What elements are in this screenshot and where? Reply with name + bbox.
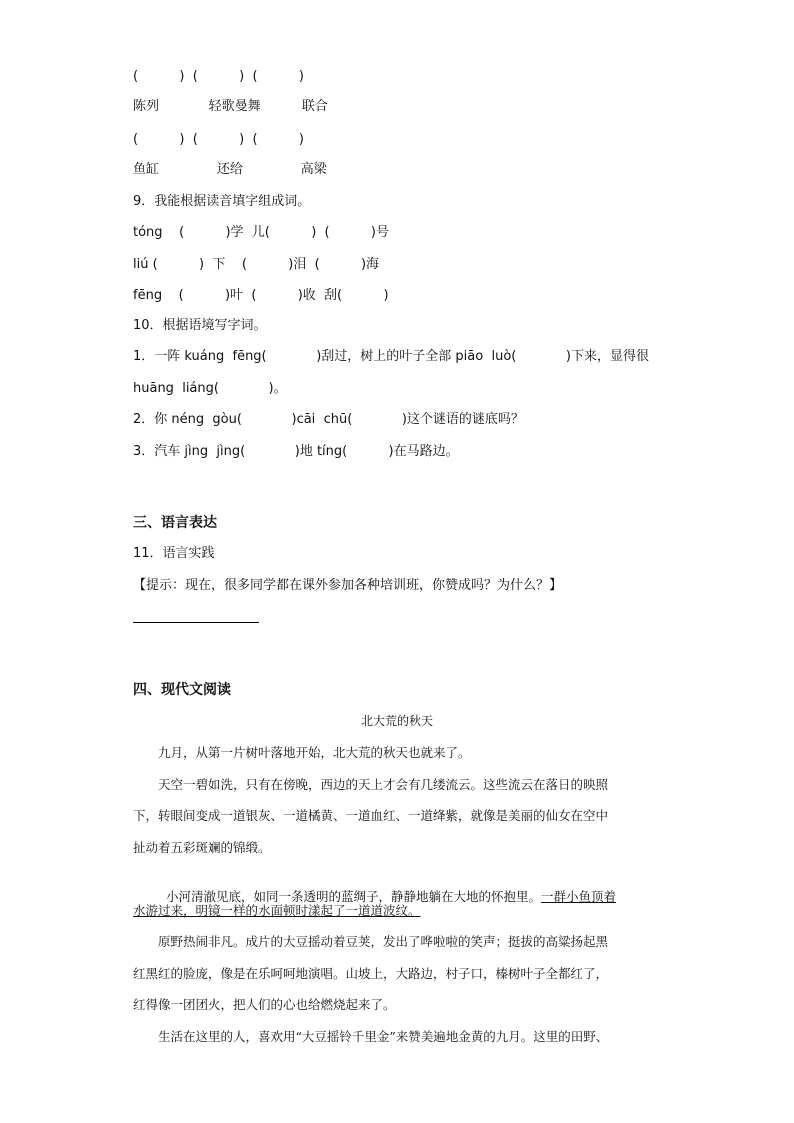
article-p4-line3: 红得像一团团火，把人们的心也给燃烧起来了。 xyxy=(133,997,396,1012)
article-p5-line1: 生活在这里的人，喜欢用“大豆摇铃千里金”来赞美遍地金黄的九月。这里的田野、 xyxy=(158,1029,609,1044)
article-p3-line1 xyxy=(158,870,616,906)
article-p3-underlined: 一群小鱼顶着 xyxy=(540,889,616,904)
article-p3-line2: 水游过来，明镜一样的水面顿时漾起了一道道波纹。 xyxy=(133,903,421,918)
article-p2-line3: 扯动着五彩斑斓的锦缎。 xyxy=(133,840,271,855)
section-3-heading: 三、语言表达 xyxy=(133,515,217,531)
q9-line-3: fēng ( )叶 ( )收 刮( ) xyxy=(133,288,389,303)
q10-line-2: 2．你 néng gòu( )cāi chū( )这个谜语的谜底吗？ xyxy=(133,412,524,427)
article-p1: 九月，从第一片树叶落地开始，北大荒的秋天也就来了。 xyxy=(158,745,471,760)
article-p2-line2: 下，转眼间变成一道银灰、一道橘黄、一道血红、一道绛紫，就像是美丽的仙女在空中 xyxy=(133,808,609,823)
q10-line-1b: huāng liáng( )。 xyxy=(133,381,287,396)
answer-line[interactable] xyxy=(133,622,259,623)
q10-line-1a: 1．一阵 kuáng fēng( )刮过，树上的叶子全部 piāo luò( )下来，显得很 xyxy=(133,349,650,364)
q8-row1-words: 陈列 轻歌曼舞 联合 xyxy=(133,99,328,114)
q8-row1-blanks: ( ) ( ) ( ) xyxy=(133,69,304,84)
q9-line-1: tóng ( )学 儿( ) ( )号 xyxy=(133,225,390,240)
article-p2-line1: 天空一碧如洗，只有在傍晚，西边的天上才会有几缕流云。这些流云在落日的映照 xyxy=(158,777,609,792)
q11-title: 11．语言实践 xyxy=(133,546,215,561)
q9-title: 9．我能根据读音填字组成词。 xyxy=(133,194,311,209)
article-p4-line2: 红黑红的脸庞，像是在乐呵呵地演唱。山坡上，大路边，村子口，榛树叶子全都红了， xyxy=(133,966,609,981)
q8-row2-words: 鱼缸 还给 高梁 xyxy=(133,162,327,177)
q11-hint: 【提示：现在，很多同学都在课外参加各种培训班，你赞成吗？为什么？】 xyxy=(133,578,563,593)
q10-line-3: 3．汽车 jìng jìng( )地 tíng( )在马路边。 xyxy=(133,444,459,459)
q10-title: 10．根据语境写字词。 xyxy=(133,318,267,333)
article-p4-line1: 原野热闹非凡。成片的大豆摇动着豆荚，发出了哗啦啦的笑声；挺拔的高粱扬起黑 xyxy=(158,934,609,949)
q9-line-2: liú ( ) 下 ( )泪 ( )海 xyxy=(133,257,380,272)
section-4-heading: 四、现代文阅读 xyxy=(133,682,231,698)
article-p3-text: 小河清澈见底，如同一条透明的蓝绸子，静静地躺在大地的怀抱里。 xyxy=(165,889,541,904)
article-title: 北大荒的秋天 xyxy=(360,714,433,728)
q8-row2-blanks: ( ) ( ) ( ) xyxy=(133,132,304,147)
